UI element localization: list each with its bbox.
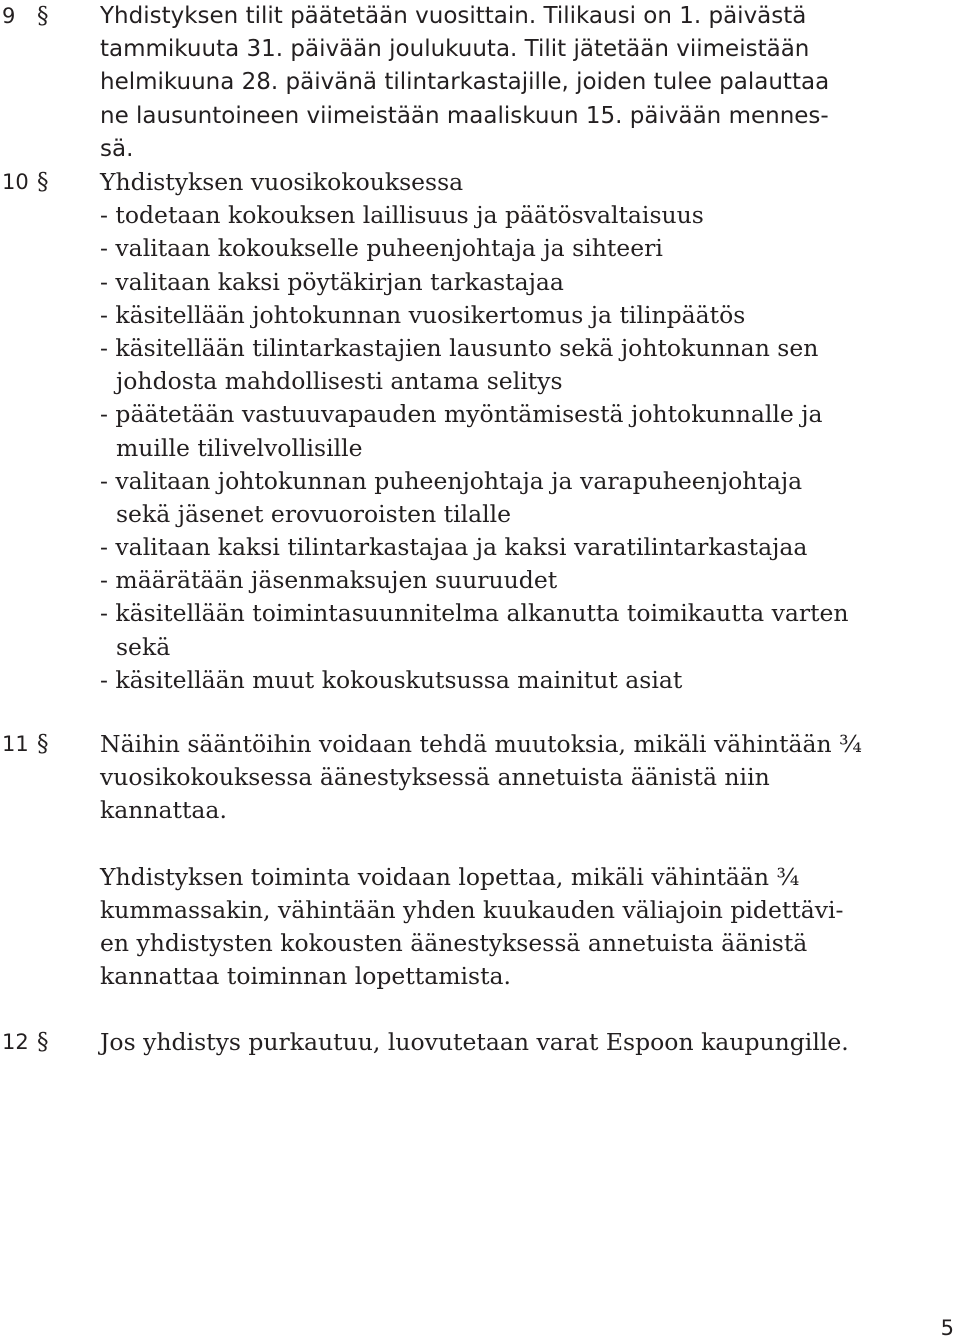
section-body bbox=[100, 0, 950, 166]
section-sign: § bbox=[37, 731, 49, 757]
list-item: - valitaan kaksi pöytäkirjan tarkastajaa bbox=[100, 267, 564, 296]
list-item-continuation: muille tilivelvollisille bbox=[116, 433, 363, 462]
text-line: helmikuuna 28. päivänä tilintarkastajille, joiden tulee palauttaa bbox=[100, 69, 830, 96]
section-sign: § bbox=[37, 1029, 49, 1055]
list-item: - päätetään vastuuvapauden myöntämisestä johtokunnalle ja bbox=[100, 400, 823, 429]
list-item: - käsitellään toimintasuunnitelma alkanutta toimikautta varten bbox=[100, 599, 849, 628]
section-body bbox=[100, 166, 950, 697]
text-line: kannattaa toiminnan lopettamista. bbox=[100, 962, 511, 991]
text-line: ne lausuntoineen viimeistään maaliskuun 15. päivään mennes- bbox=[100, 102, 829, 129]
list-item: - käsitellään johtokunnan vuosikertomus ja tilinpäätös bbox=[100, 300, 746, 329]
paragraph-spacer bbox=[100, 828, 950, 861]
section-sign: § bbox=[37, 169, 49, 195]
text-line: Näihin sääntöihin voidaan tehdä muutoksia, mikäli vähintään ¾ bbox=[100, 730, 862, 758]
page-number: 5 bbox=[940, 1316, 954, 1340]
list-item-continuation: sekä jäsenet erovuoroisten tilalle bbox=[116, 499, 512, 528]
text-line: kannattaa. bbox=[100, 796, 227, 825]
section-sign: § bbox=[37, 3, 49, 29]
list-item: - valitaan johtokunnan puheenjohtaja ja varapuheenjohtaja bbox=[100, 466, 803, 495]
list-item: - käsitellään tilintarkastajien lausunto sekä johtokunnan sen bbox=[100, 333, 819, 362]
text-line: tammikuuta 31. päivään joulukuuta. Tilit jätetään viimeistään bbox=[100, 36, 810, 63]
paragraph bbox=[100, 728, 950, 828]
list-item: - valitaan kaksi tilintarkastajaa ja kaksi varatilintarkastajaa bbox=[100, 533, 808, 562]
list-item-continuation: sekä bbox=[116, 632, 171, 661]
text-line: Jos yhdistys purkautuu, luovutetaan varat Espoon kaupungille. bbox=[100, 1028, 849, 1056]
text-line: Yhdistyksen tilit päätetään vuosittain. Tilikausi on 1. päivästä bbox=[100, 3, 807, 29]
text-line: sä. bbox=[100, 135, 134, 162]
section-number: 10 bbox=[2, 170, 29, 194]
text-line: en yhdistysten kokousten äänestyksessä annetuista äänistä bbox=[100, 929, 808, 958]
section-number: 12 bbox=[2, 1030, 29, 1054]
text-line: Yhdistyksen toiminta voidaan lopettaa, mikäli vähintään ¾ bbox=[100, 862, 800, 891]
list-item: - valitaan kokoukselle puheenjohtaja ja sihteeri bbox=[100, 234, 663, 263]
section-heading: Yhdistyksen vuosikokouksessa bbox=[100, 168, 464, 196]
paragraph bbox=[100, 861, 950, 994]
section-number: 9 bbox=[2, 4, 16, 28]
list-item: - todetaan kokouksen laillisuus ja päätösvaltaisuus bbox=[100, 201, 704, 230]
list-item-continuation: johdosta mahdollisesti antama selitys bbox=[116, 367, 563, 396]
list-item: - määrätään jäsenmaksujen suuruudet bbox=[100, 566, 558, 595]
list-item: - käsitellään muut kokouskutsussa mainitut asiat bbox=[100, 665, 683, 694]
text-line: kummassakin, vähintään yhden kuukauden väliajoin pidettävi- bbox=[100, 895, 844, 924]
section-number: 11 bbox=[2, 732, 29, 756]
text-line: vuosikokouksessa äänestyksessä annetuista äänistä niin bbox=[100, 763, 770, 792]
section-body bbox=[100, 1026, 950, 1059]
section-body bbox=[100, 728, 950, 994]
